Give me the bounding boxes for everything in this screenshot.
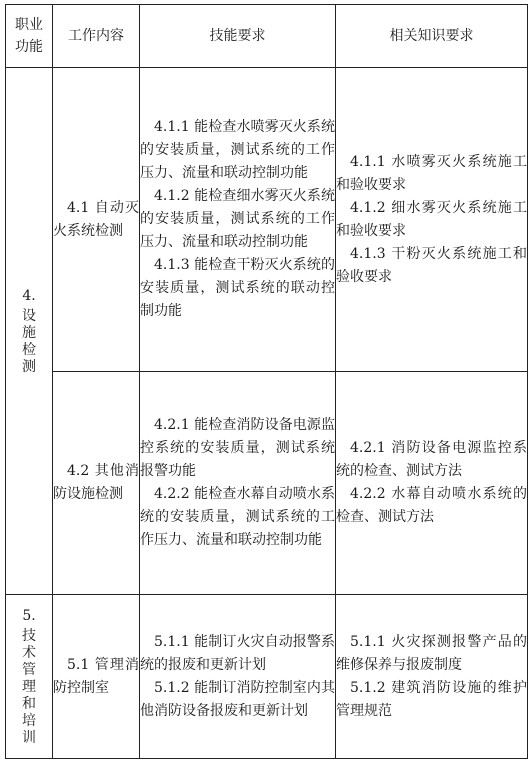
table-row bbox=[6, 595, 528, 759]
knowledge-cell bbox=[336, 595, 528, 759]
table-row bbox=[6, 372, 528, 595]
function-label: 设施检测 bbox=[22, 307, 36, 375]
skill-item: 5.1.2 能制订消防控制室内其他消防设备报废和更新计划 bbox=[140, 679, 335, 719]
skills-standard-table bbox=[5, 4, 528, 759]
header-occupational-function: 职业功能 bbox=[6, 5, 53, 68]
skill-item: 4.2.1 能检查消防设备电源监控系统的安装质量，测试系统报警功能 bbox=[140, 417, 335, 479]
header-work-content: 工作内容 bbox=[53, 5, 140, 68]
knowledge-item: 5.1.1 火灾探测报警产品的维修保养与报废制度 bbox=[336, 633, 527, 673]
function-cell-facility-testing bbox=[6, 68, 53, 595]
header-skill-requirements: 技能要求 bbox=[140, 5, 336, 68]
knowledge-cell bbox=[336, 68, 528, 372]
skill-item: 4.1.1 能检查水喷雾灭火系统的安装质量，测试系统的工作压力、流量和联动控制功能 bbox=[140, 119, 335, 181]
skills-cell bbox=[140, 595, 336, 759]
work-content-cell bbox=[53, 595, 140, 759]
header-row bbox=[6, 5, 528, 68]
skill-item: 4.2.2 能检查水幕自动喷水系统的安装质量，测试系统的工作压力、流量和联动控制功能 bbox=[140, 486, 335, 548]
knowledge-item: 4.1.2 细水雾灭火系统施工和验收要求 bbox=[336, 199, 527, 239]
header-knowledge-requirements: 相关知识要求 bbox=[336, 5, 528, 68]
function-number: 5. bbox=[22, 607, 36, 624]
table-row bbox=[6, 68, 528, 372]
knowledge-item: 4.2.1 消防设备电源监控系统的检查、测试方法 bbox=[336, 440, 527, 479]
knowledge-cell bbox=[336, 372, 528, 595]
knowledge-item: 4.2.2 水幕自动喷水系统的检查、测试方法 bbox=[336, 486, 527, 525]
knowledge-item: 5.1.2 建筑消防设施的维护管理规范 bbox=[336, 679, 527, 719]
knowledge-item: 4.1.1 水喷雾灭火系统施工和验收要求 bbox=[336, 153, 527, 193]
skills-cell bbox=[140, 372, 336, 595]
work-content-text: 4.1 自动灭火系统检测 bbox=[53, 199, 139, 239]
skill-item: 4.1.3 能检查干粉灭火系统的安装质量，测试系统的联动控制功能 bbox=[140, 257, 335, 319]
function-cell-technical-management bbox=[6, 595, 53, 759]
function-label: 技术管理和培训 bbox=[22, 627, 36, 746]
skills-cell bbox=[140, 68, 336, 372]
function-number: 4. bbox=[22, 287, 36, 304]
work-content-cell bbox=[53, 68, 140, 372]
work-content-cell bbox=[53, 372, 140, 595]
knowledge-item: 4.1.3 干粉灭火系统施工和验收要求 bbox=[336, 245, 527, 285]
work-content-text: 5.1 管理消防控制室 bbox=[53, 656, 139, 696]
work-content-text: 4.2 其他消防设施检测 bbox=[53, 463, 139, 502]
skill-item: 5.1.1 能制订火灾自动报警系统的报废和更新计划 bbox=[140, 633, 335, 673]
skill-item: 4.1.2 能检查细水雾灭火系统的安装质量，测试系统的工作压力、流量和联动控制功能 bbox=[140, 188, 335, 250]
